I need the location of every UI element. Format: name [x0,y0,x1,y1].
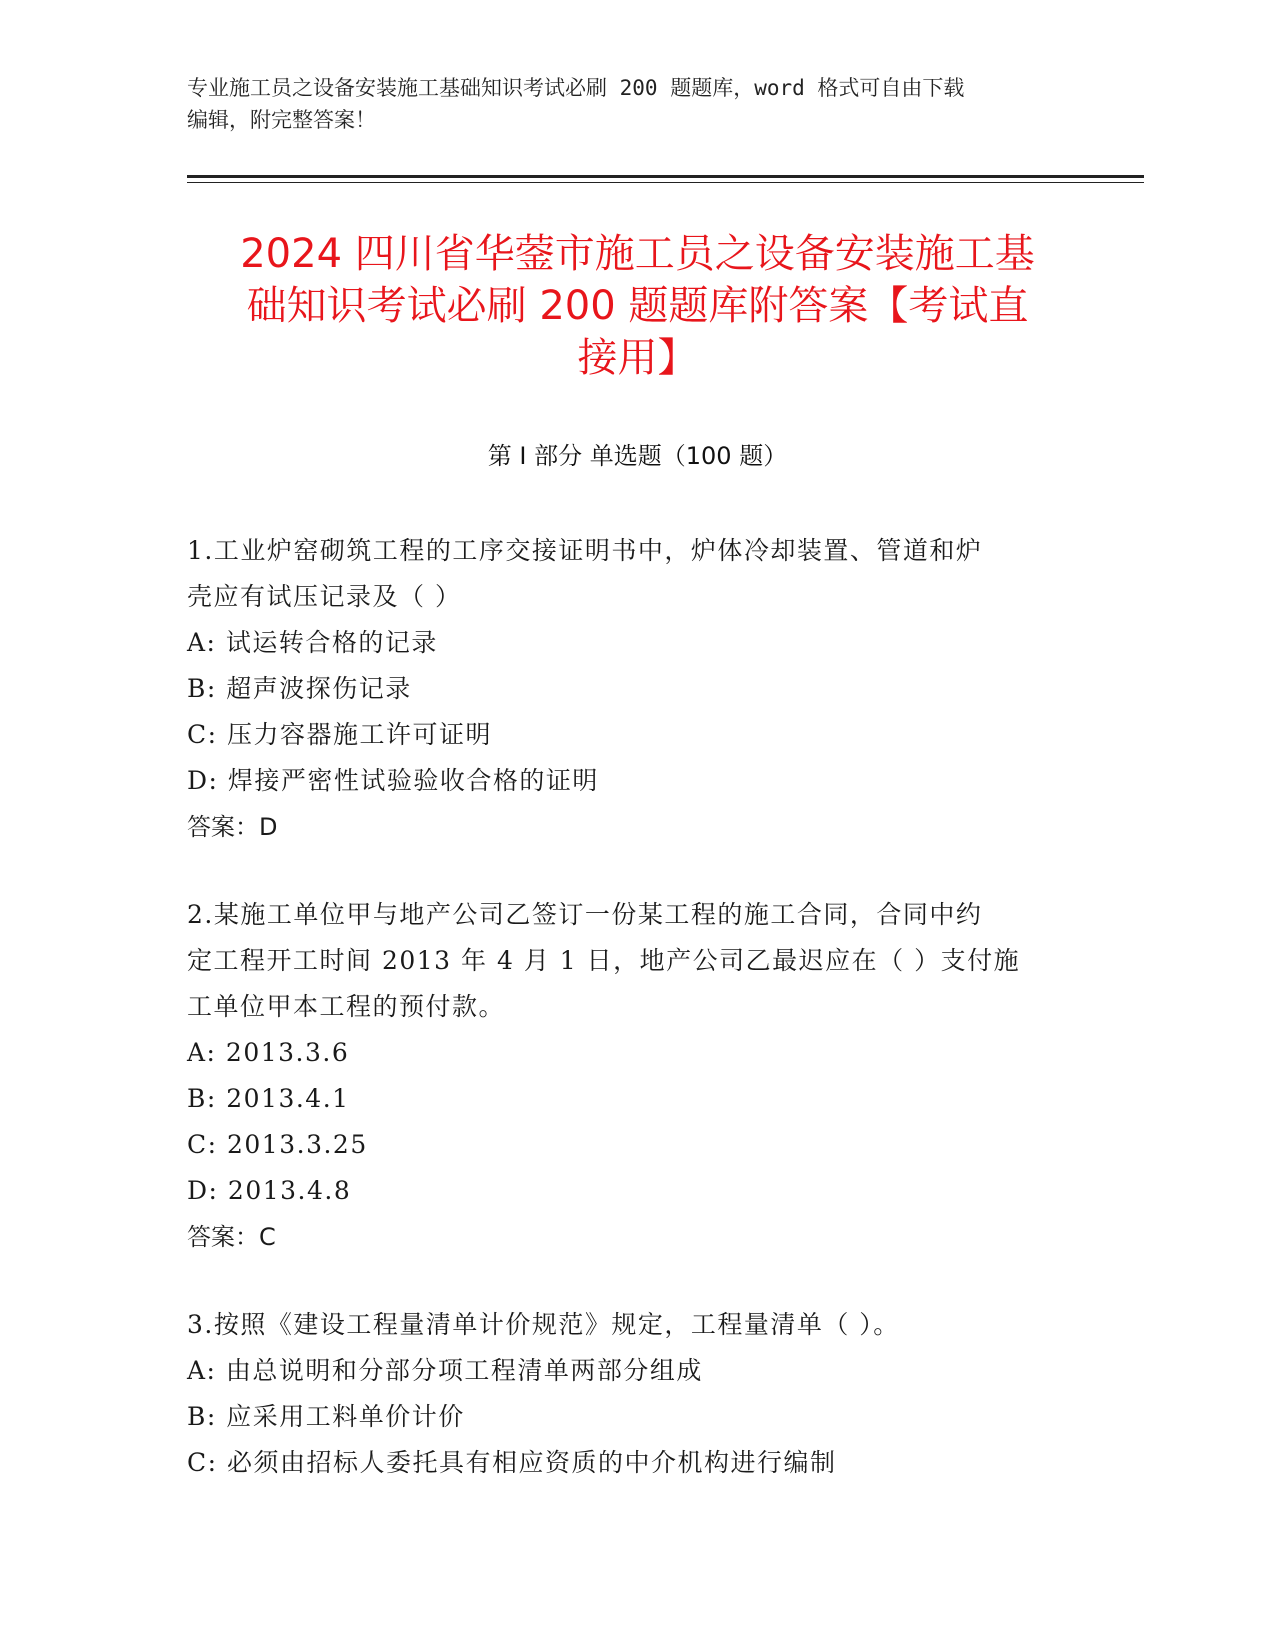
header-note-line: 专业施工员之设备安装施工基础知识考试必刷 200 题题库，word 格式可自由下载 [187,76,965,100]
option-a: A: 由总说明和分部分项工程清单两部分组成 [187,1356,703,1385]
option-a: A: 2013.3.6 [187,1038,350,1067]
title-line: 2024 四川省华蓥市施工员之设备安装施工基 [240,231,1035,277]
question-stem: 2.某施工单位甲与地产公司乙签订一份某工程的施工合同，合同中约 [187,900,983,929]
question-stem: 1.工业炉窑砌筑工程的工序交接证明书中，炉体冷却装置、管道和炉 [187,536,983,565]
question-stem: 3.按照《建设工程量清单计价规范》规定，工程量清单（ ）。 [187,1310,900,1339]
option-d: D: 2013.4.8 [187,1176,352,1205]
document-title [180,228,1095,384]
title-line: 础知识考试必刷 200 题题库附答案【考试直 [246,283,1029,329]
question-list [187,528,1067,1528]
question-2 [187,892,1067,1260]
option-c: C: 2013.3.25 [187,1130,368,1159]
question-stem: 工单位甲本工程的预付款。 [187,992,506,1021]
option-b: B: 应采用工料单价计价 [187,1402,465,1431]
question-1 [187,528,1067,850]
header-divider-thin [187,182,1144,183]
option-b: B: 2013.4.1 [187,1084,350,1113]
option-b: B: 超声波探伤记录 [187,674,412,703]
answer: 答案：D [187,813,278,841]
answer: 答案：C [187,1223,276,1251]
header-divider-thick [187,175,1144,178]
title-line: 接用】 [577,335,698,381]
question-stem: 定工程开工时间 2013 年 4 月 1 日，地产公司乙最迟应在（ ）支付施 [187,946,1021,975]
section-heading: 第 I 部分 单选题（100 题） [487,442,788,470]
header-note-line: 编辑，附完整答案！ [187,108,376,132]
option-c: C: 压力容器施工许可证明 [187,720,492,749]
header-note [187,72,1087,136]
question-3 [187,1302,1067,1486]
option-a: A: 试运转合格的记录 [187,628,438,657]
option-d: D: 焊接严密性试验验收合格的证明 [187,766,599,795]
option-c: C: 必须由招标人委托具有相应资质的中介机构进行编制 [187,1448,837,1477]
question-stem: 壳应有试压记录及（ ） [187,582,462,611]
